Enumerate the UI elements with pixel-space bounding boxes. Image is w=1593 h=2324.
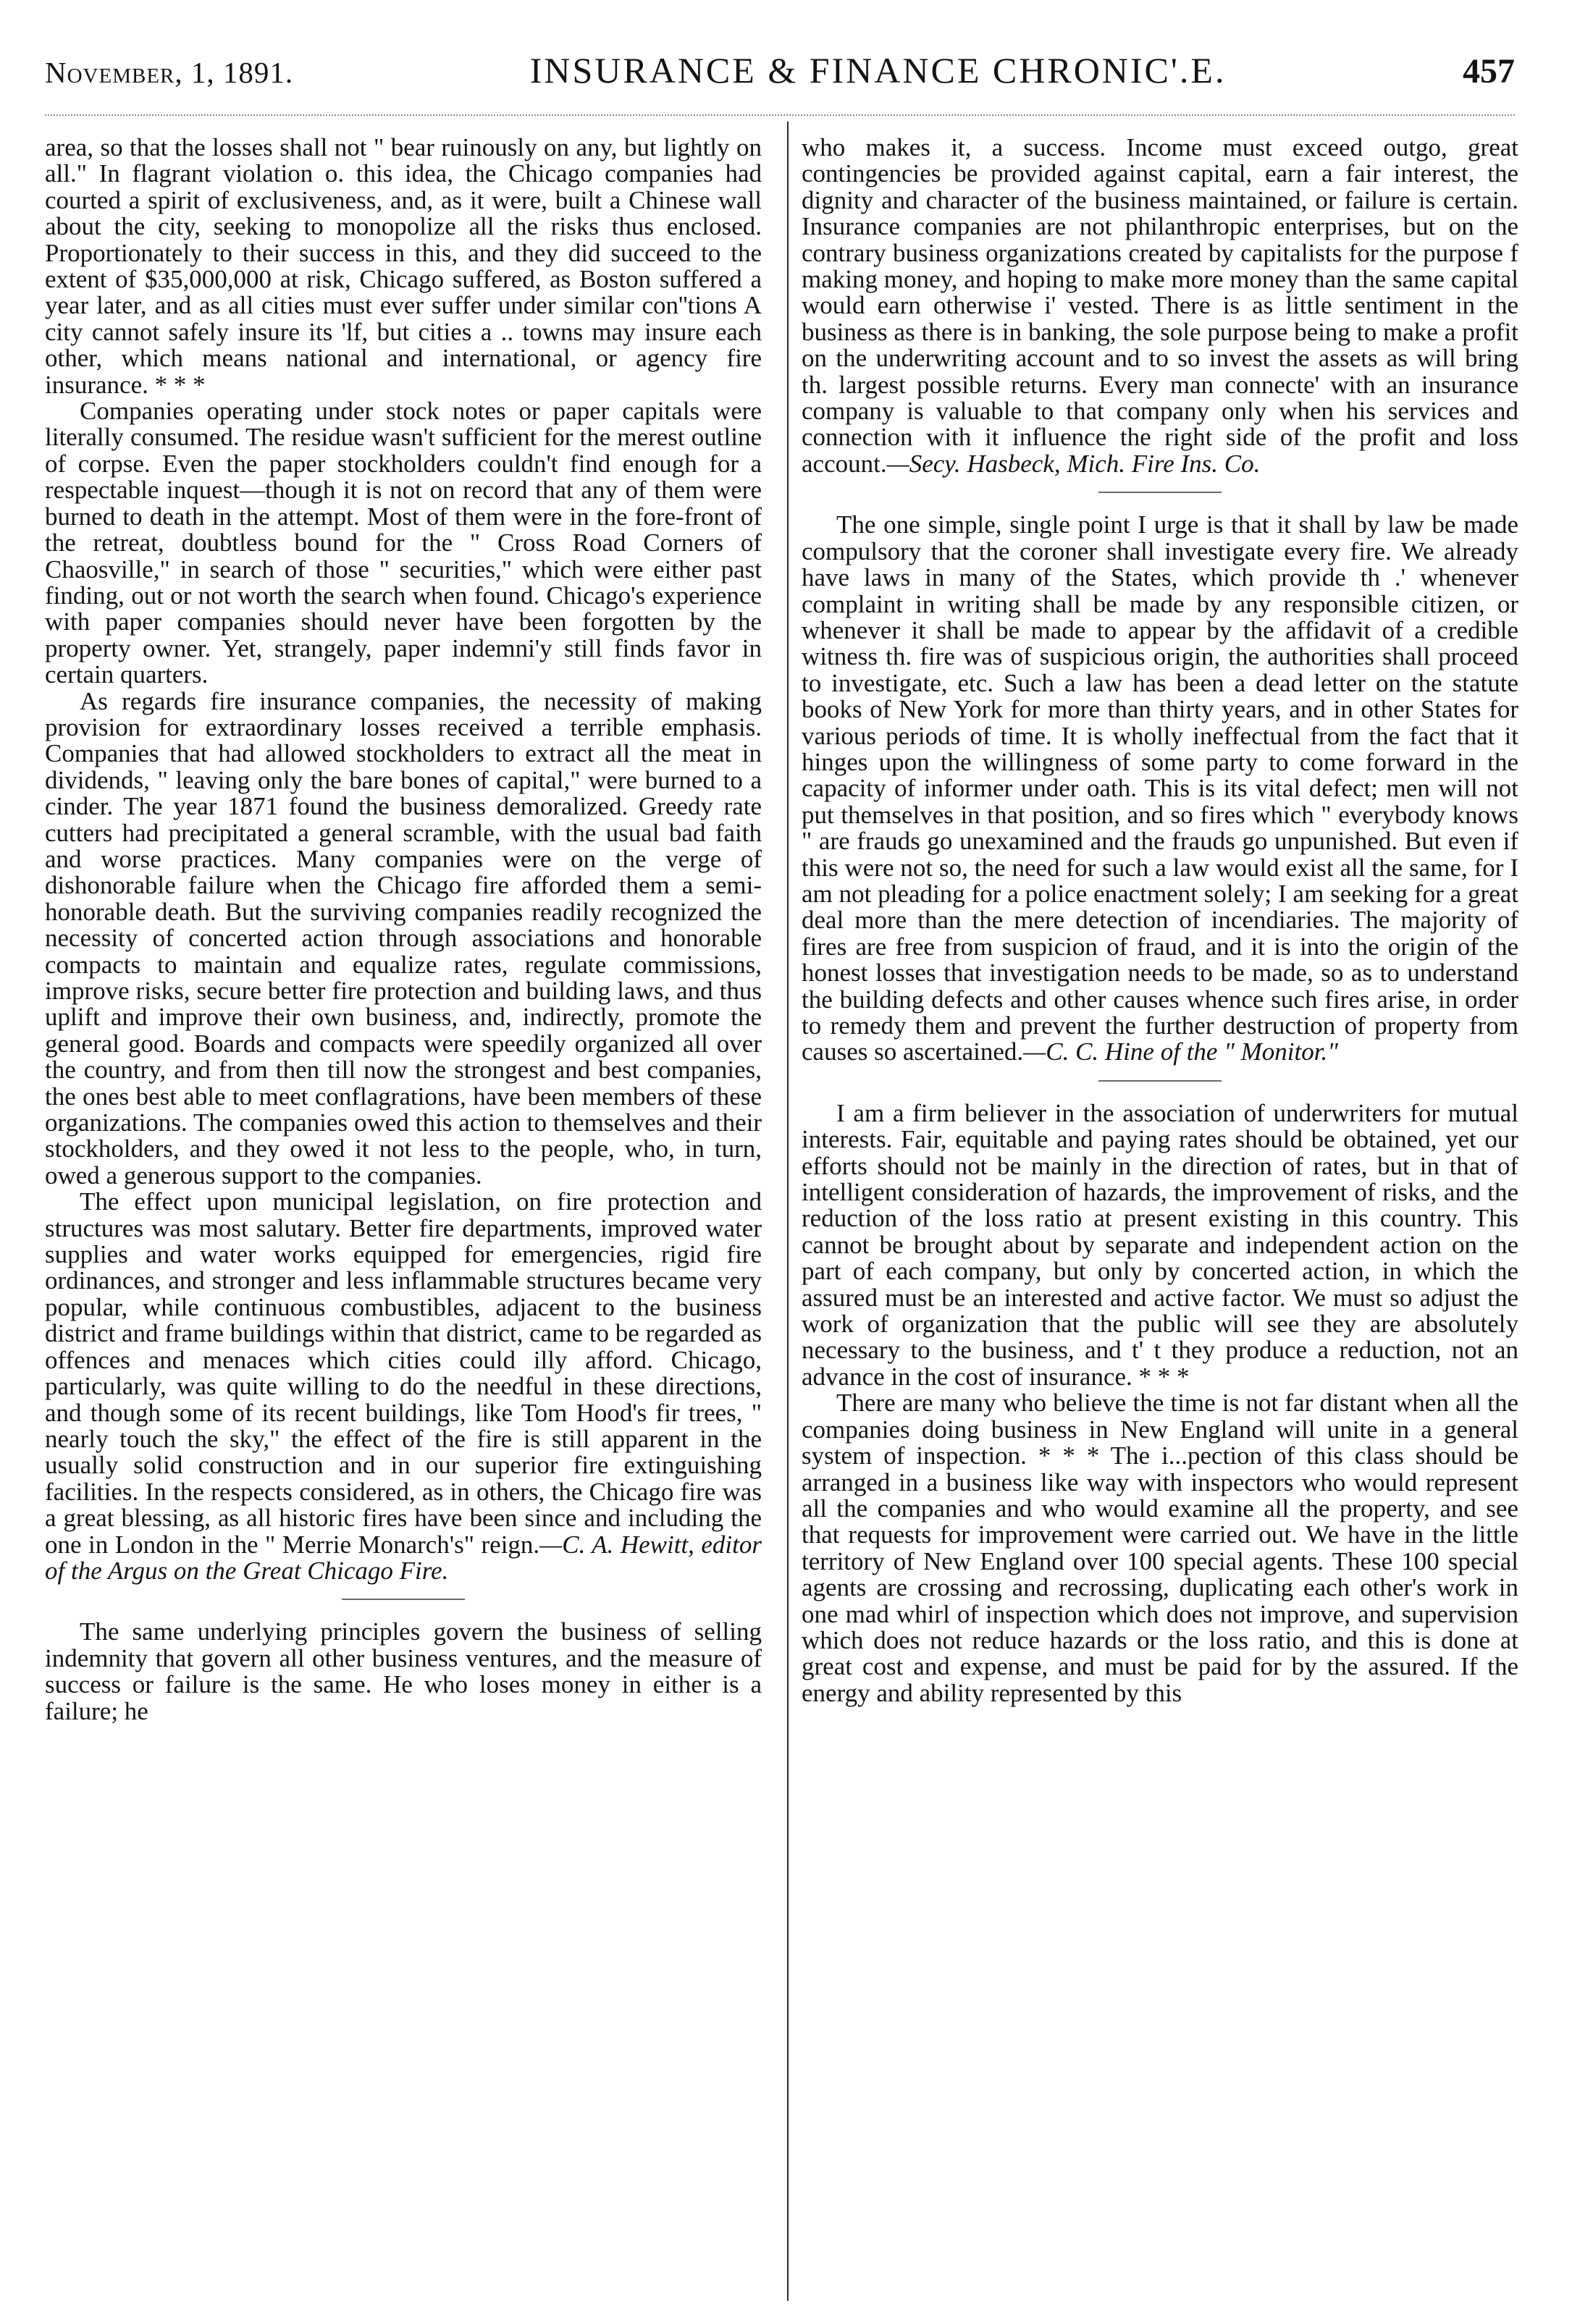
attribution: —C. A. Hewitt, editor of the Argus on the Great Chicago Fire. (45, 1530, 762, 1585)
left-column (45, 135, 762, 1725)
paragraph-text: The effect upon municipal legislation, on fire protection and structures was most salutary. Better fire departments, improved water supplies and water works equipped for emergencies, rigid fire ordinances, and stronger and less inflammable structures became very popular, while continuous combustibles, adjacent to the business district and frame buildings within that district, came to be regarded as offences and menaces which cities could illy afford. Chicago, particularly, was quite willing to do the needful in these directions, and though some of its recent buildings, like Tom Hood's fir trees, " nearly touch the sky," the effect of the fire is still apparent in the usually solid construction and in our superior fire extinguishing facilities. In the respects considered, as in others, the Chicago fire was a great blessing, as all historic fires have been since and including the one in London in the " Merrie Monarch's" reign. (45, 1187, 762, 1559)
right-column (802, 135, 1518, 1706)
article-paragraph: There are many who believe the time is not far distant when all the companies doing business in New England will unite in a general system of inspection. * * * The i...pection of this class should be arranged in a business like way with inspectors who would represent all the companies and who would examine all the property, and see that requests for improvement were carried out. We have in the little territory of New England over 100 special agents. These 100 special agents are crossing and recrossing, duplicating each other's work in one mad whirl of inspection which does not improve, and supervision which does not reduce hazards or the loss ratio, and this is done at great cost and expense, and must be paid for by the assured. If the energy and ability represented by this (802, 1389, 1518, 1707)
section-rule (1098, 1080, 1222, 1082)
article-paragraph (45, 1189, 762, 1584)
issue-date: November, 1, 1891. (45, 56, 294, 89)
article-paragraph (802, 512, 1518, 1066)
article-paragraph (802, 135, 1518, 477)
article-paragraph: Companies operating under stock notes or paper capitals were literally consumed. The residue wasn't sufficient for the merest outline of corpse. Even the paper stockholders couldn't find enough for a respectable inquest—though it is not on record that any of them were burned to death in the attempt. Most of them were in the fore-front of the retreat, doubtless bound for the " Cross Road Corners of Chaosville," in search of those " securities," which were either past finding, out or not worth the search when found. Chicago's experience with paper companies should never have been forgotten by the property owner. Yet, strangely, paper indemni'y still finds favor in certain quarters. (45, 397, 762, 689)
attribution: —Secy. Hasbeck, Mich. Fire Ins. Co. (886, 449, 1261, 478)
running-head (45, 49, 1515, 107)
article-paragraph: The same underlying principles govern the business of selling indemnity that govern all other business ventures, and the measure of success or failure is the same. He who loses money in either is a failure; he (45, 1617, 762, 1725)
section-rule (1098, 492, 1222, 493)
paragraph-text: who makes it, a success. Income must exceed outgo, great contingencies be provided against capital, earn a fair interest, the dignity and character of the business maintained, or failure is certain. Insurance companies are not philanthropic enterprises, but on the contrary business organizations created by capitalists for the purpose f making money, and hoping to make more money than the same capital would earn otherwise i' vested. There is as little sentiment in the business as there is in banking, the sole purpose being to make a profit on the underwriting account and to so invest the assets as will bring th. largest possible returns. Every man connecte' with an insurance company is valuable to that company only when his services and connection with it influence the right side of the profit and loss account. (802, 133, 1518, 478)
paragraph-text: The one simple, single point I urge is that it shall by law be made compulsory that the coroner shall investigate every fire. We already have laws in many of the States, which provide th .' whenever complaint in writing shall be made by any responsible citizen, or whenever it shall be made to appear by the affidavit of a credible witness th. fire was of suspicious origin, the authorities shall proceed to investigate, etc. Such a law has been a dead letter on the statute books of New York for more than thirty years, and in other States for various periods of time. It is wholly ineffectual from the fact that it hinges upon the willingness of some party to come forward in the capacity of informer under oath. This is its vital defect; men will not put themselves in that position, and so fires which " everybody knows " are frauds go unexamined and the frauds go unpunished. But even if this were not so, the need for such a law would exist all the same, for I am not pleading for a police enactment solely; I am seeking for a great deal more than the mere detection of incendiaries. The majority of fires are free from suspicion of fraud, and it is into the origin of the honest losses that investigation needs to be made, so as to understand the building defects and other causes whence such fires arise, in order to remedy them and prevent the further destruction of property from causes so ascertained. (802, 510, 1518, 1066)
article-paragraph: As regards fire insurance companies, the necessity of making provision for extraordinary losses received a terrible emphasis. Companies that had allowed stockholders to extract all the meat in dividends, " leaving only the bare bones of capital," were burned to a cinder. The year 1871 found the business demoralized. Greedy rate cutters had precipitated a general scramble, with the usual bad faith and worse practices. Many companies were on the verge of dishonorable failure when the Chicago fire afforded them a semi-honorable death. But the surviving companies readily recognized the necessity of concerted action through associations and honorable compacts to maintain and equalize rates, regulate commissions, improve risks, secure better fire protection and building laws, and thus uplift and improve their own business, and, indirectly, promote the general good. Boards and compacts were speedily organized all over the country, and from then till now the strongest and best companies, the ones best able to meet conflagrations, have been members of these organizations. The companies owed this action to themselves and their stockholders, and they owed it not less to the people, who, in turn, owed a generous support to the companies. (45, 686, 762, 1190)
header-rule (45, 114, 1515, 116)
column-divider (787, 122, 789, 2301)
attribution: —C. C. Hine of the " Monitor." (1023, 1037, 1338, 1066)
publication-title: INSURANCE & FINANCE CHRONIC'.E. (529, 50, 1227, 90)
page-number: 457 (1463, 52, 1515, 90)
article-paragraph: area, so that the losses shall not " bear ruinously on any, but lightly on all." In flagrant violation o. this idea, the Chicago companies had courted a spirit of exclusiveness, and, as it were, built a Chinese wall about the city, seeking to monopolize all the risks thus enclosed. Proportionately to their success in this, and they did succeed to the extent of $35,000,000 at risk, Chicago suffered, as Boston suffered a year later, and as all cities must ever suffer under similar con''tions A city cannot safely insure its 'lf, but cities a .. towns may insure each other, which means national and international, or agency fire insurance. * * * (45, 133, 762, 399)
article-paragraph: I am a firm believer in the association of underwriters for mutual interests. Fair, equitable and paying rates should be obtained, yet our efforts should not be mainly in the direction of rates, but in that of intelligent consideration of hazards, the improvement of risks, and the reduction of the loss ratio at present existing in this country. This cannot be brought about by separate and independent action on the part of each company, but only by concerted action, in which the assured must be an interested and active factor. We must so adjust the work of organization that the public will see they are absolutely necessary to the business, and t' t they produce a reduction, not an advance in the cost of insurance. * * * (802, 1098, 1518, 1391)
section-rule (342, 1599, 465, 1600)
